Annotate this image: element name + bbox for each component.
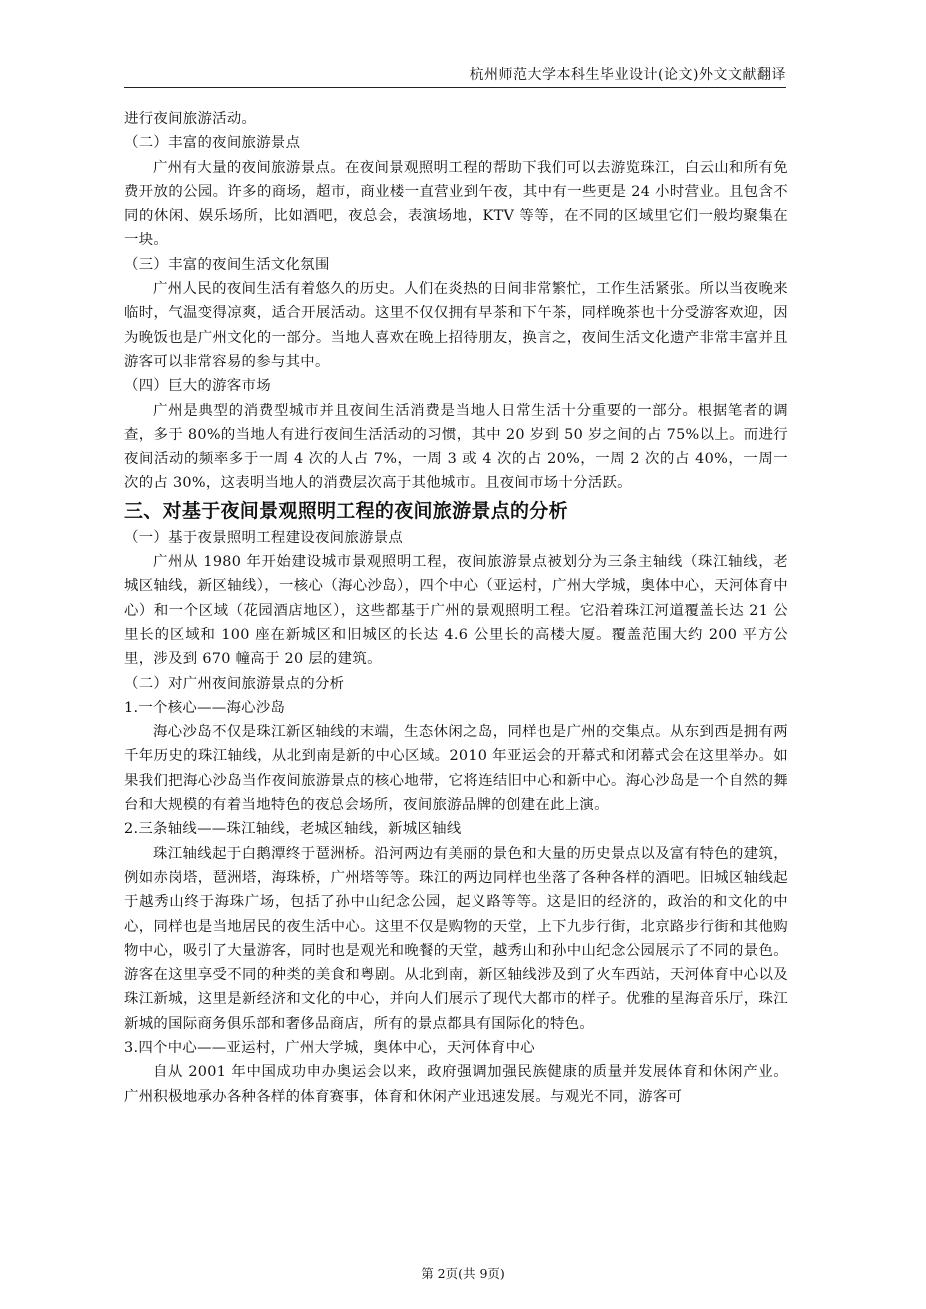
paragraph-three-axes: 珠江轴线起于白鹅潭终于琶洲桥。沿河两边有美丽的景色和大量的历史景点以及富有特色的建筑，例如赤岗塔，琶洲塔，海珠桥，广州塔等等。珠江的两边同样也坐落了各种各样的酒吧。旧城区轴线起于越秀山终于海珠广场，包括了孙中山纪念公园，起义路等等。这是旧的经济的，政治的和文化的中心，同样也是当地居民的夜生活中心。这里不仅是购物的天堂，上下九步行街，北京路步行街和其他购物中心，吸引了大量游客，同时也是观光和晚餐的天堂，越秀山和孙中山纪念公园展示了不同的景色。游客在这里享受不同的种类的美食和粤剧。从北到南，新区轴线涉及到了火车西站，天河体育中心以及珠江新城，这里是新经济和文化的中心，并向人们展示了现代大都市的样子。优雅的星海音乐厅，珠江新城的国际商务俱乐部和奢侈品商店，所有的景点都具有国际化的特色。 [124,845,788,1032]
paragraph-night-attractions: 广州有大量的夜间旅游景点。在夜间景观照明工程的帮助下我们可以去游览珠江，白云山和所有免费开放的公园。许多的商场，超市，商业楼一直营业到午夜，其中有一些更是 24 小时营业。且包含不同的休闲、娱乐场所，比如酒吧，夜总会，表演场地，KTV 等等，在不同的区域里它们一般均聚集在一块。 [124,159,788,249]
section-title-3: 三、对基于夜间景观照明工程的夜间旅游景点的分析 [124,499,568,522]
subsection-heading-3-2: （二）对广州夜间旅游景点的分析 [124,675,345,692]
paragraph-tourist-market: 广州是典型的消费型城市并且夜间生活消费是当地人日常生活十分重要的一部分。根据笔者的调查，多于 80%的当地人有进行夜间生活活动的习惯，其中 20 岁到 50 岁之间的占 75%以上。而进行夜间活动的频率多于一周 4 次的人占 7%，一周 3 或 4 次的占 20%，一周 2 次的占 40%，一周一次的占 30%，这表明当地人的消费层次高于其他城市。且夜间市场十分活跃。 [124,402,788,492]
item-heading-2: 2.三条轴线——珠江轴线，老城区轴线，新城区轴线 [124,821,462,838]
paragraph-four-centers: 自从 2001 年中国成功申办奥运会以来，政府强调加强民族健康的质量并发展体育和休闲产业。广州积极地承办各种各样的体育赛事，体育和休闲产业迅速发展。与观光不同，游客可 [124,1064,788,1105]
subsection-heading-2: （二）丰富的夜间旅游景点 [124,135,301,152]
page-header-title: 杭州师范大学本科生毕业设计(论文)外文文献翻译 [469,67,786,83]
item-heading-1: 1.一个核心——海心沙岛 [124,699,286,716]
subsection-heading-3-1: （一）基于夜景照明工程建设夜间旅游景点 [124,529,404,546]
subsection-heading-4: （四）巨大的游客市场 [124,378,271,395]
subsection-heading-3: （三）丰富的夜间生活文化氛围 [124,256,330,273]
document-body [124,107,788,1109]
item-heading-3: 3.四个中心——亚运村，广州大学城，奥体中心，天河体育中心 [124,1039,535,1056]
paragraph-night-culture: 广州人民的夜间生活有着悠久的历史。人们在炎热的日间非常繁忙，工作生活紧张。所以当夜晚来临时，气温变得凉爽，适合开展活动。这里不仅仅拥有早茶和下午茶，同样晚茶也十分受游客欢迎，因为晚饭也是广州文化的一部分。当地人喜欢在晚上招待朋友，换言之，夜间生活文化遗产非常丰富并且游客可以非常容易的参与其中。 [124,281,788,370]
paragraph-lighting-project: 广州从 1980 年开始建设城市景观照明工程，夜间旅游景点被划分为三条主轴线（珠江轴线，老城区轴线，新区轴线），一核心（海心沙岛），四个中心（亚运村，广州大学城，奥体中心，天河体育中心）和一个区域（花园酒店地区），这些都基于广州的景观照明工程。它沿着珠江河道覆盖长达 21 公里长的区域和 100 座在新城区和旧城区的长达 4.6 公里长的高楼大厦。覆盖范围大约 200 平方公里，涉及到 670 幢高于 20 层的建筑。 [124,554,788,668]
paragraph-continued: 进行夜间旅游活动。 [124,111,257,127]
header-divider [124,87,786,88]
paragraph-haixinsha: 海心沙岛不仅是珠江新区轴线的末端，生态休闲之岛，同样也是广州的交集点。从东到西是拥有两千年历史的珠江轴线，从北到南是新的中心区域。2010 年亚运会的开幕式和闭幕式会在这里举办。如果我们把海心沙岛当作夜间旅游景点的核心地带，它将连结旧中心和新中心。海心沙岛是一个自然的舞台和大规模的有着当地特色的夜总会场所，夜间旅游品牌的创建在此上演。 [124,724,788,814]
page-number: 第 2页(共 9页) [421,1266,505,1281]
